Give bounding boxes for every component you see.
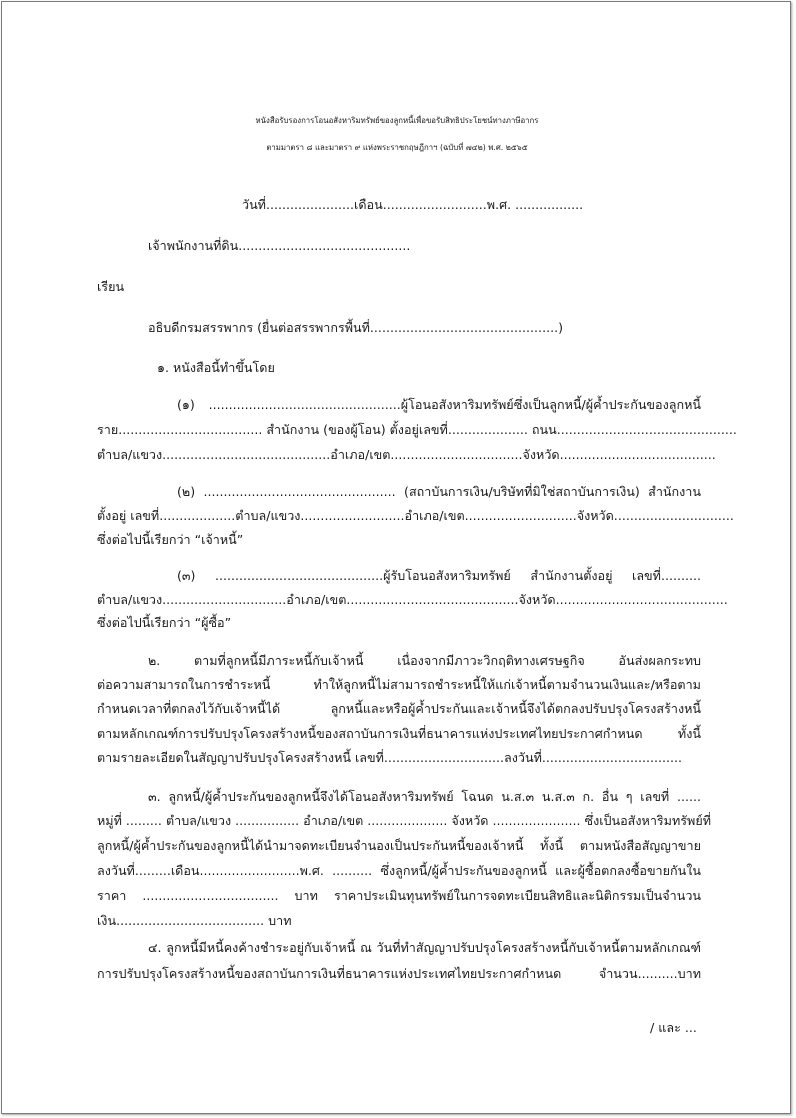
- salutation: เรียน: [97, 279, 125, 294]
- section-4-line-1: ๔. ลูกหนี้มีหนี้คงค้างชำระอยู่กับเจ้าหนี้ ณ วันที่ทำสัญญาปรับปรุงโครงสร้างหนี้กับเจ้าหนี้ตามหลักเกณฑ์: [148, 940, 701, 955]
- date-line: วันที่......................เดือน..........................พ.ศ. .................: [242, 197, 584, 212]
- party-2-line-2: ตั้งอยู่ เลขที่...................ตำบล/แขวง..........................อำเภอ/เขต............................จังหวัด..............................: [97, 508, 734, 523]
- section-3-line-4: ลงวันที่.........เดือน.........................พ.ศ. .......... ซึ่งลูกหนี้/ผู้ค้ำประกันของลูกหนี้ และผู้ซื้อตกลงซื้อขายกันใน: [97, 863, 701, 878]
- section-2-line-3: กำหนดเวลาที่ตกลงไว้กับเจ้าหนี้ได้ ลูกหนี้และหรือผู้ค้ำประกันและเจ้าหนี้จึงได้ตกลงปรับปรุงโครงสร้างหนี้: [97, 701, 701, 716]
- section-2-line-1: ๒. ตามที่ลูกหนี้มีภาระหนี้กับเจ้าหนี้ เนื่องจากมีภาวะวิกฤติทางเศรษฐกิจ อันส่งผลกระทบ: [148, 653, 701, 668]
- section-3-line-1: ๓. ลูกหนี้/ผู้ค้ำประกันของลูกหนี้จึงได้โอนอสังหาริมทรัพย์ โฉนด น.ส.๓ น.ส.๓ ก. อื่น ๆ เลขที่ ......: [148, 789, 701, 804]
- section-2-line-5: ตามรายละเอียดในสัญญาปรับปรุงโครงสร้างหนี้ เลขที่..............................ลงวันที่...................................: [97, 750, 682, 765]
- party-3-line-2: ตำบล/แขวง...............................อำเภอ/เขต...........................................จังหวัด...........................................: [97, 592, 728, 607]
- party-2-line-1: (๒) ................................................ (สถาบันการเงิน/บริษัทที่มิใช่สถาบันการเงิน) สำนักงาน: [177, 484, 701, 499]
- section-3-line-2: หมู่ที่ ......... ตำบล/แขวง ................ อำเภอ/เขต .................... จังหวัด ...................... ซึ่งเป็นอสังหาริมทรัพย์ที่: [97, 813, 712, 828]
- section-2-line-2: ต่อความสามารถในการชำระหนี้ ทำให้ลูกหนี้ไม่สามารถชำระหนี้ให้แก่เจ้าหนี้ตามจำนวนเงินและ/หรือตาม: [97, 677, 701, 692]
- section-3-line-3: ลูกหนี้/ผู้ค้ำประกันของลูกหนี้ได้นำมาจดทะเบียนจำนองเป็นประกันหนี้ของเจ้าหนี้ ทั้งนี้ ตามหนังสือสัญญาขาย: [97, 838, 701, 853]
- addressee-line: อธิบดีกรมสรรพากร (ยื่นต่อสรรพากรพื้นที่...............................................): [148, 320, 563, 335]
- section-1-heading: ๑. หนังสือนี้ทำขึ้นโดย: [157, 360, 275, 375]
- section-4-line-2: การปรับปรุงโครงสร้างหนี้ของสถาบันการเงินที่ธนาคารแห่งประเทศไทยประกาศกำหนด จำนวน..........บาท: [97, 966, 701, 981]
- officer-line: เจ้าพนักงานที่ดิน...........................................: [148, 238, 411, 253]
- party-1-line-1: (๑) ................................................ผู้โอนอสังหาริมทรัพย์ซึ่งเป็นลูกหนี้/ผู้ค้ำประกันของลูกหนี้: [177, 397, 701, 412]
- party-2-line-3: ซึ่งต่อไปนี้เรียกว่า “เจ้าหนี้”: [97, 532, 244, 547]
- continuation-marker: / และ ...: [650, 1020, 697, 1035]
- section-3-line-5: ราคา .................................. บาท ราคาประเมินทุนทรัพย์ในการจดทะเบียนสิทธิและนิติกรรมเป็นจำนวน: [97, 888, 701, 903]
- section-3-line-6: เงิน..................................... บาท: [97, 913, 292, 928]
- party-1-line-2: ราย.................................... สำนักงาน (ของผู้โอน) ตั้งอยู่เลขที่.................... ถนน.............................................: [97, 422, 737, 437]
- party-1-line-3: ตำบล/แขวง..........................................อำเภอ/เขต.................................จังหวัด.......................................: [97, 447, 716, 462]
- title-line-2: ตามมาตรา ๘ และมาตรา ๙ แห่งพระราชกฤษฎีกาฯ (ฉบับที่ ๗๔๒) พ.ศ. ๒๕๖๕: [266, 143, 528, 152]
- document-page: [1, 1, 791, 1114]
- party-3-line-3: ซึ่งต่อไปนี้เรียกว่า “ผู้ซื้อ”: [97, 615, 232, 630]
- title-line-1: หนังสือรับรองการโอนอสังหาริมทรัพย์ของลูกหนี้เพื่อขอรับสิทธิประโยชน์ทางภาษีอากร: [255, 116, 539, 125]
- party-3-line-1: (๓) ..........................................ผู้รับโอนอสังหาริมทรัพย์ สำนักงานตั้งอยู่ เลขที่..........: [177, 568, 701, 583]
- section-2-line-4: ตามหลักเกณฑ์การปรับปรุงโครงสร้างหนี้ของสถาบันการเงินที่ธนาคารแห่งประเทศไทยประกาศกำหนด ทั้งนี้: [97, 726, 701, 741]
